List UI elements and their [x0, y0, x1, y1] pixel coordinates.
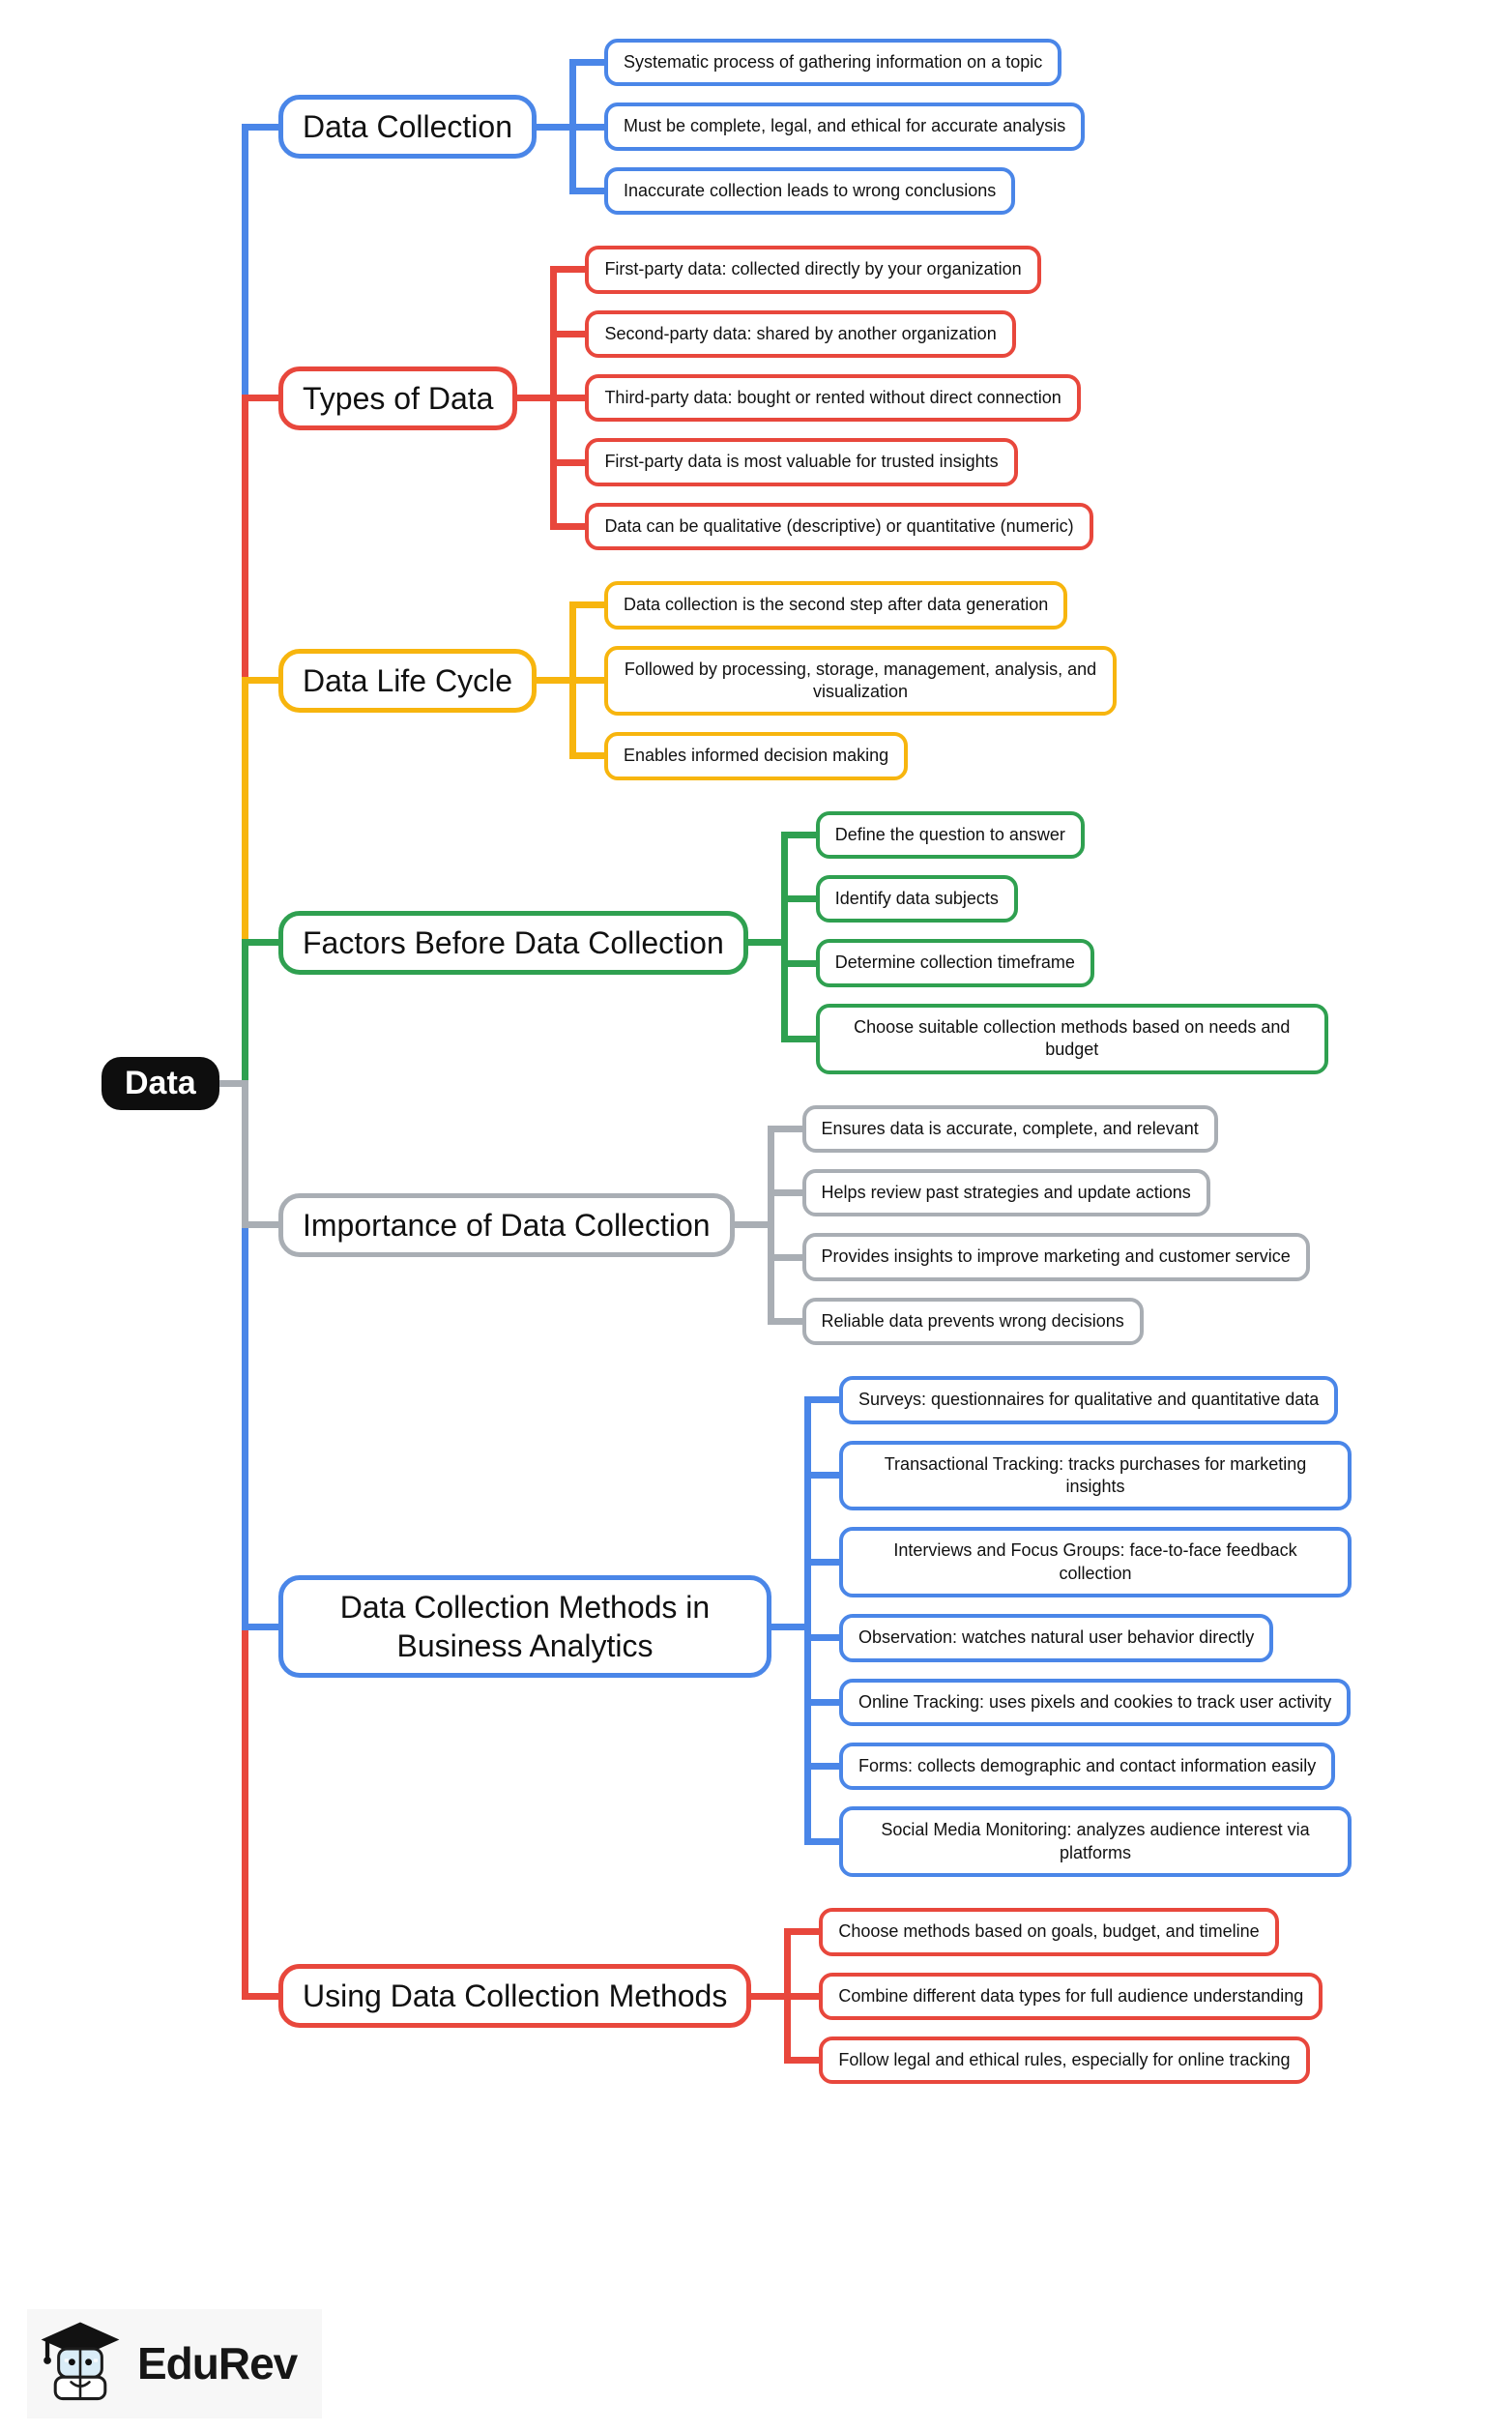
- branch-leaf-node: Transactional Tracking: tracks purchases for marketing insights: [839, 1441, 1352, 1511]
- connector-line: [242, 124, 280, 131]
- branch-leaf-node: Ensures data is accurate, complete, and relevant: [802, 1105, 1218, 1153]
- branch-leaf-node: Determine collection timeframe: [816, 939, 1094, 986]
- connector-line: [804, 1472, 841, 1479]
- branch-leaf-node: Inaccurate collection leads to wrong conclusions: [604, 167, 1015, 215]
- branch-leaf-node: Provides insights to improve marketing and customer service: [802, 1233, 1310, 1280]
- connector-line: [569, 124, 606, 131]
- connector-line: [804, 1396, 811, 1845]
- connector-line: [804, 1559, 841, 1566]
- connector-line: [569, 752, 606, 759]
- branch-leaf-node: Third-party data: bought or rented without direct connection: [585, 374, 1080, 422]
- connector-line: [768, 1126, 774, 1325]
- branch-leaf-node: First-party data: collected directly by your organization: [585, 246, 1040, 293]
- edurev-brand-text: EduRev: [137, 2337, 298, 2388]
- branch-row: [278, 1105, 1352, 1346]
- connector-line: [804, 1396, 841, 1403]
- branch-leaves-column: [819, 1908, 1323, 2084]
- branch-leaf-node: Data collection is the second step after data generation: [604, 581, 1067, 629]
- connector-line: [781, 832, 818, 838]
- branch-leaf-node: Follow legal and ethical rules, especially for online tracking: [819, 2036, 1309, 2084]
- branch-leaves-column: [585, 246, 1092, 550]
- branch-row: [278, 1376, 1352, 1877]
- connector-line: [242, 1993, 280, 2000]
- branch-leaves-column: [816, 811, 1328, 1074]
- branch-leaf-node: Define the question to answer: [816, 811, 1085, 859]
- connector-line: [569, 188, 606, 194]
- branch-leaf-node: Interviews and Focus Groups: face-to-face feedback collection: [839, 1527, 1352, 1597]
- branch-leaves-column: [604, 581, 1117, 780]
- branch-leaf-node: Choose suitable collection methods based on needs and budget: [816, 1004, 1328, 1074]
- connector-line: [242, 1624, 280, 1630]
- connector-line: [804, 1763, 841, 1770]
- branch-topic-node: Data Life Cycle: [278, 649, 537, 713]
- connector-line: [784, 1928, 821, 1935]
- branch-leaf-node: Social Media Monitoring: analyzes audience interest via platforms: [839, 1806, 1352, 1877]
- connector-line: [550, 523, 587, 530]
- connector-line: [768, 1318, 804, 1325]
- connector-line: [242, 677, 280, 684]
- branch-leaf-node: Systematic process of gathering information on a topic: [604, 39, 1061, 86]
- branch-leaf-node: Identify data subjects: [816, 875, 1018, 923]
- connector-line: [781, 1036, 818, 1042]
- connector-line: [242, 1624, 248, 2000]
- branch-row: [278, 39, 1352, 215]
- connector-line: [768, 1126, 804, 1132]
- connector-line: [781, 832, 788, 1042]
- branch-topic-node: Data Collection: [278, 95, 537, 159]
- branch-leaf-node: Helps review past strategies and update actions: [802, 1169, 1210, 1216]
- branch-leaves-column: [839, 1376, 1352, 1877]
- connector-line: [242, 395, 280, 401]
- branch-row: [278, 246, 1352, 550]
- branch-leaf-node: Reliable data prevents wrong decisions: [802, 1298, 1144, 1345]
- branch-row: [278, 811, 1352, 1074]
- branch-leaf-node: Combine different data types for full audience understanding: [819, 1973, 1323, 2020]
- connector-line: [242, 1221, 280, 1228]
- connector-line: [781, 895, 818, 902]
- branch-leaf-node: Choose methods based on goals, budget, and timeline: [819, 1908, 1278, 1955]
- connector-line: [550, 331, 587, 337]
- branch-leaf-node: Observation: watches natural user behavior directly: [839, 1614, 1273, 1661]
- edurev-mascot-icon: [39, 2319, 122, 2407]
- connector-line: [768, 1189, 804, 1196]
- edurev-logo: [27, 2309, 322, 2418]
- connector-line: [768, 1254, 804, 1261]
- connector-line: [569, 59, 606, 66]
- connector-line: [550, 266, 587, 273]
- connector-line: [569, 677, 606, 684]
- connector-line: [550, 395, 587, 401]
- branch-leaf-node: Enables informed decision making: [604, 732, 908, 779]
- branch-leaf-node: Followed by processing, storage, management, analysis, and visualization: [604, 646, 1117, 717]
- branch-leaf-node: Forms: collects demographic and contact information easily: [839, 1743, 1335, 1790]
- connector-line: [804, 1699, 841, 1706]
- branch-topic-node: Factors Before Data Collection: [278, 911, 748, 975]
- connector-line: [242, 1221, 248, 1629]
- root-node: Data: [102, 1057, 219, 1110]
- connector-line: [242, 677, 248, 946]
- branch-row: [278, 581, 1352, 780]
- connector-line: [784, 2057, 821, 2064]
- branch-leaf-node: Online Tracking: uses pixels and cookies to track user activity: [839, 1679, 1351, 1726]
- branch-topic-node: Types of Data: [278, 366, 517, 430]
- branch-leaf-node: Data can be qualitative (descriptive) or quantitative (numeric): [585, 503, 1092, 550]
- connector-line: [804, 1838, 841, 1845]
- connector-line: [550, 459, 587, 466]
- branch-leaves-column: [604, 39, 1085, 215]
- branch-topic-node: Importance of Data Collection: [278, 1193, 735, 1257]
- branch-leaves-column: [802, 1105, 1310, 1346]
- branch-topic-node: Using Data Collection Methods: [278, 1964, 751, 2028]
- connector-line: [242, 939, 280, 946]
- connector-line: [781, 960, 818, 967]
- branch-leaf-node: Second-party data: shared by another organization: [585, 310, 1015, 358]
- branches-list: [278, 39, 1352, 2084]
- connector-line: [804, 1634, 841, 1641]
- branch-leaf-node: Surveys: questionnaires for qualitative and quantitative data: [839, 1376, 1338, 1423]
- connector-line: [242, 1080, 248, 1228]
- branch-topic-node: Data Collection Methods in Business Analytics: [278, 1575, 771, 1678]
- connector-line: [242, 939, 248, 1087]
- connector-line: [784, 1993, 821, 2000]
- branch-leaf-node: First-party data is most valuable for trusted insights: [585, 438, 1017, 485]
- branch-leaf-node: Must be complete, legal, and ethical for accurate analysis: [604, 103, 1085, 150]
- connector-line: [569, 601, 606, 608]
- connector-line: [242, 395, 248, 684]
- connector-line: [242, 124, 248, 402]
